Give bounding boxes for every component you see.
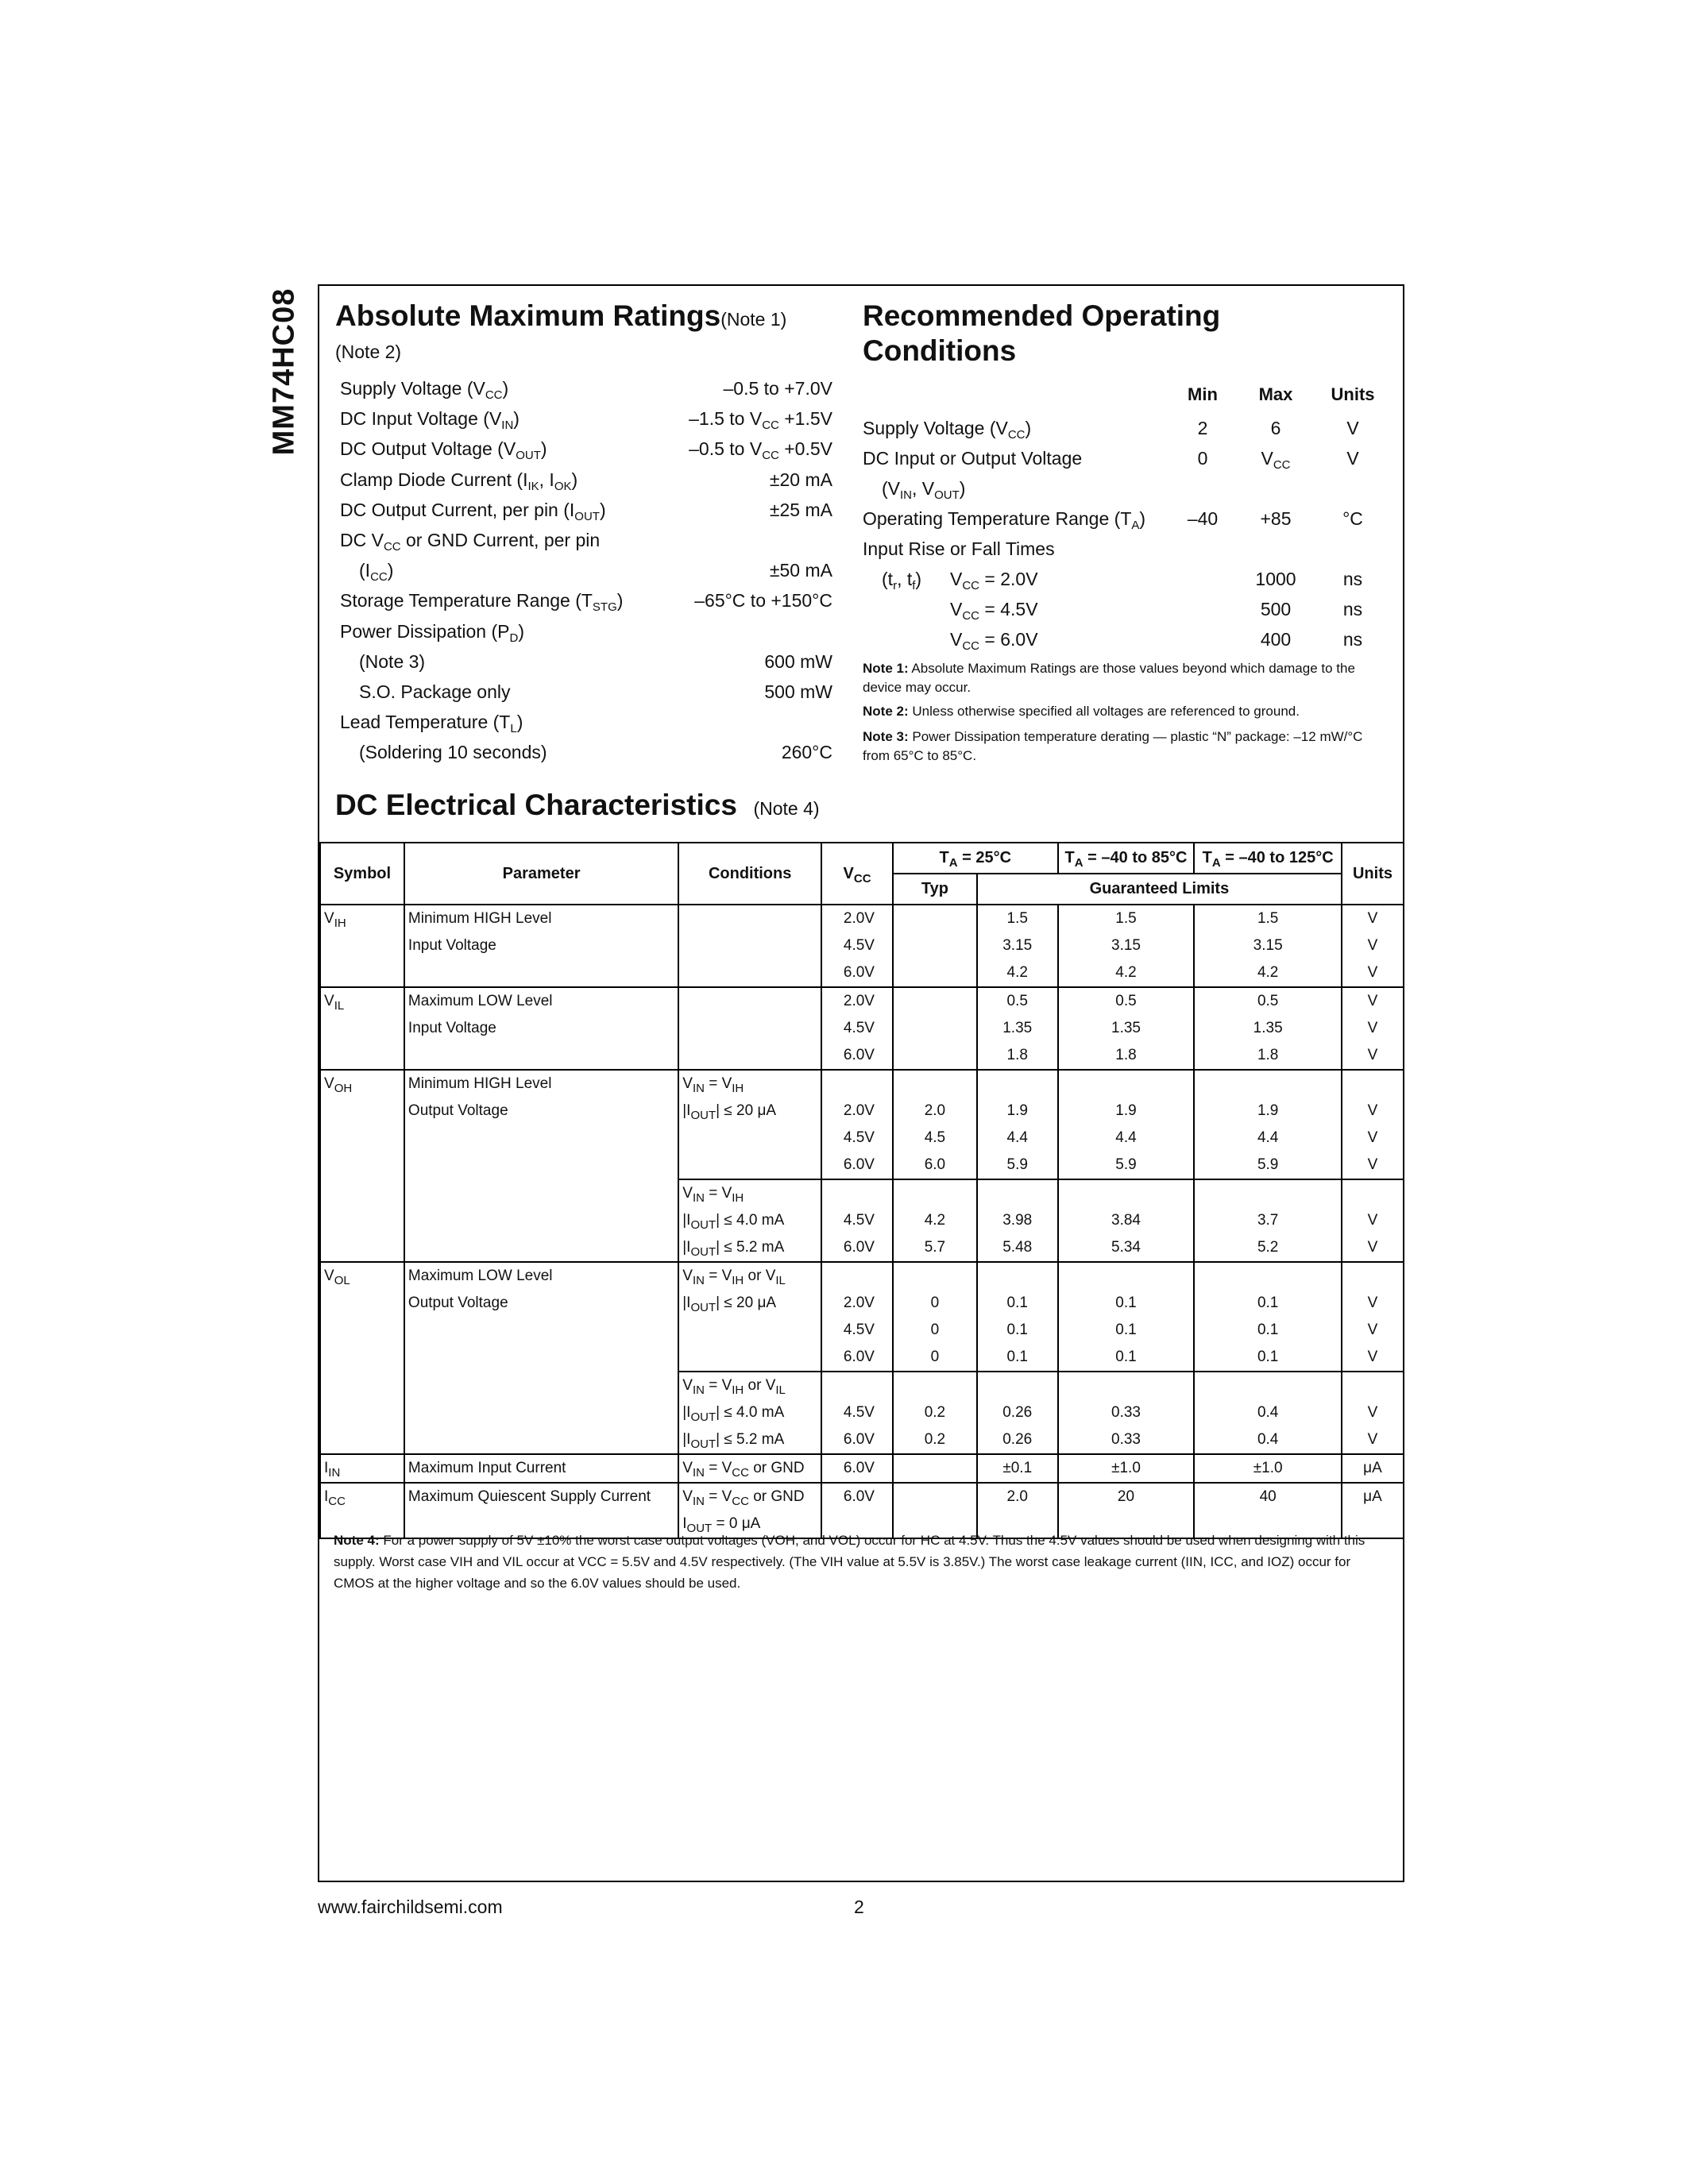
amr-row-label: Clamp Diode Current ($I_{IK}$, $I_{OK}$) xyxy=(340,469,578,493)
table-cell xyxy=(320,1015,404,1042)
table-row xyxy=(320,1262,1404,1290)
table-row xyxy=(320,905,1404,932)
table-cell: 2.0 xyxy=(977,1483,1058,1511)
roc-row-dcio-2: ($V_{IN}$, $V_{OUT}$) xyxy=(882,478,966,502)
table-cell xyxy=(320,1179,404,1207)
table-cell: V xyxy=(1342,1098,1404,1125)
table-cell: V xyxy=(1342,1152,1404,1179)
table-cell: 3.15 xyxy=(977,932,1058,959)
amr-row-label: $(I_{CC})$ xyxy=(359,560,394,585)
table-cell: $I_{IN}$ xyxy=(320,1454,404,1483)
table-cell xyxy=(893,1015,977,1042)
table-cell: 4.5V xyxy=(821,932,893,959)
table-cell xyxy=(404,1426,678,1454)
table-cell: $V_{OH}$ xyxy=(320,1070,404,1098)
dc-note-ref: (Note 4) xyxy=(753,798,820,819)
footer-url[interactable]: www.fairchildsemi.com xyxy=(318,1897,503,1917)
table-cell xyxy=(1058,1372,1195,1399)
part-number: MM74HC08 xyxy=(267,287,301,456)
table-cell: ±1.0 xyxy=(1058,1454,1195,1483)
table-cell xyxy=(1342,1372,1404,1399)
table-cell: 6.0V xyxy=(821,1234,893,1262)
table-cell: 4.5V xyxy=(821,1207,893,1234)
table-cell: 3.15 xyxy=(1058,932,1195,959)
amr-row-label: Supply Voltage $(V_{CC})$ xyxy=(340,378,509,402)
dc-table xyxy=(319,842,1404,1539)
table-cell: 4.5 xyxy=(893,1125,977,1152)
table-cell: $V_{IL}$ xyxy=(320,987,404,1015)
dc-title: DC Electrical Characteristics (Note 4) xyxy=(335,789,820,821)
table-cell: 0.1 xyxy=(1194,1290,1342,1317)
roc-col-min: Min xyxy=(1188,384,1218,404)
dc-h-ta25: $T_A = 25^\circ C$ xyxy=(893,843,1058,874)
table-cell: 2.0V xyxy=(821,987,893,1015)
table-cell: 0.1 xyxy=(1058,1344,1195,1372)
table-cell: Maximum Quiescent Supply Current xyxy=(404,1483,678,1511)
table-cell: $|I_{OUT}| \le 4.0$ mA xyxy=(678,1207,821,1234)
amr-row xyxy=(340,469,832,500)
table-cell xyxy=(678,1317,821,1344)
table-cell: 1.5 xyxy=(1194,905,1342,932)
table-cell: 4.4 xyxy=(1058,1125,1195,1152)
table-cell xyxy=(1194,1262,1342,1290)
table-cell xyxy=(1342,1070,1404,1098)
table-cell xyxy=(404,959,678,987)
table-cell: Maximum LOW Level xyxy=(404,1262,678,1290)
table-cell: 0.1 xyxy=(1058,1290,1195,1317)
amr-row-label: Lead Temperature $(T_L)$ xyxy=(340,712,523,736)
table-cell: 5.34 xyxy=(1058,1234,1195,1262)
table-cell: V xyxy=(1342,959,1404,987)
table-cell: $V_{IN} = V_{CC}$ or GND xyxy=(678,1454,821,1483)
amr-row-value: ±20 mA xyxy=(769,469,832,490)
table-cell: V xyxy=(1342,1125,1404,1152)
table-row xyxy=(320,1234,1404,1262)
roc-row-rise-2: $V_{CC} = 4.5V$ 500 ns xyxy=(950,599,1363,623)
table-cell: 0.1 xyxy=(1194,1344,1342,1372)
roc-row-supply: Supply Voltage $(V_{CC})$ 2 6 V xyxy=(863,418,1359,442)
table-row xyxy=(320,1426,1404,1454)
table-row xyxy=(320,987,1404,1015)
table-cell xyxy=(320,1399,404,1426)
amr-title: Absolute Maximum Ratings(Note 1) xyxy=(335,299,787,332)
table-cell: V xyxy=(1342,1015,1404,1042)
table-cell xyxy=(893,1042,977,1070)
table-row xyxy=(320,1317,1404,1344)
table-cell: ±1.0 xyxy=(1194,1454,1342,1483)
amr-row xyxy=(340,651,832,681)
table-cell xyxy=(893,1372,977,1399)
table-cell: Input Voltage xyxy=(404,932,678,959)
table-cell xyxy=(678,1344,821,1372)
table-cell: V xyxy=(1342,1344,1404,1372)
table-cell xyxy=(404,1125,678,1152)
table-cell xyxy=(320,1234,404,1262)
amr-row xyxy=(340,590,832,620)
table-cell xyxy=(821,1372,893,1399)
table-cell: 1.9 xyxy=(1194,1098,1342,1125)
table-cell xyxy=(320,1290,404,1317)
table-cell: 0.1 xyxy=(1058,1317,1195,1344)
table-cell: 5.9 xyxy=(1194,1152,1342,1179)
table-cell: 6.0V xyxy=(821,1042,893,1070)
table-cell: $V_{IH}$ xyxy=(320,905,404,932)
table-cell xyxy=(678,905,821,932)
table-row xyxy=(320,1042,1404,1070)
table-cell: 6.0V xyxy=(821,1426,893,1454)
amr-row xyxy=(340,530,832,560)
table-cell: 3.84 xyxy=(1058,1207,1195,1234)
table-row xyxy=(320,1015,1404,1042)
table-cell: 5.9 xyxy=(1058,1152,1195,1179)
roc-row-rise: Input Rise or Fall Times xyxy=(863,538,1055,559)
table-cell xyxy=(1058,1262,1195,1290)
table-cell: Input Voltage xyxy=(404,1015,678,1042)
table-cell: 0.33 xyxy=(1058,1399,1195,1426)
amr-row-label: (Note 3) xyxy=(359,650,426,672)
roc-col-max: Max xyxy=(1258,384,1293,404)
table-cell xyxy=(893,1179,977,1207)
amr-row-label: DC Output Voltage $(V_{OUT})$ xyxy=(340,438,547,463)
amr-row-value: 500 mW xyxy=(764,681,832,702)
table-cell: 3.98 xyxy=(977,1207,1058,1234)
table-cell: 4.2 xyxy=(977,959,1058,987)
table-cell: 6.0V xyxy=(821,1152,893,1179)
table-cell xyxy=(404,1234,678,1262)
table-cell: Minimum HIGH Level xyxy=(404,1070,678,1098)
amr-row xyxy=(340,681,832,712)
table-cell: 6.0V xyxy=(821,1483,893,1511)
table-cell xyxy=(404,1372,678,1399)
table-cell: μA xyxy=(1342,1483,1404,1511)
table-cell xyxy=(678,1152,821,1179)
table-cell xyxy=(404,1344,678,1372)
table-cell xyxy=(1058,1070,1195,1098)
table-cell xyxy=(678,932,821,959)
table-cell xyxy=(678,1042,821,1070)
table-cell xyxy=(404,1152,678,1179)
table-cell xyxy=(1194,1179,1342,1207)
table-cell: $V_{IN} = V_{IH}$ or $V_{IL}$ xyxy=(678,1372,821,1399)
amr-row-label: S.O. Package only xyxy=(359,681,511,702)
table-cell xyxy=(320,1317,404,1344)
table-cell: 20 xyxy=(1058,1483,1195,1511)
dc-h-ta125: $T_A = -40$ to 125°C xyxy=(1194,843,1342,874)
table-cell: V xyxy=(1342,1399,1404,1426)
amr-row xyxy=(340,378,832,408)
table-cell: 5.7 xyxy=(893,1234,977,1262)
roc-row-rise-3: $V_{CC} = 6.0V$ 400 ns xyxy=(950,629,1363,653)
table-cell: 1.5 xyxy=(977,905,1058,932)
roc-note3: Note 3: Power Dissipation temperature derating — plastic “N” package: –12 mW/°C from 65°C to 85°C. xyxy=(863,729,1363,763)
amr-row-label: DC Input Voltage $(V_{IN})$ xyxy=(340,408,520,433)
table-cell xyxy=(893,959,977,987)
table-cell: 6.0V xyxy=(821,959,893,987)
amr-row-label: Power Dissipation $(P_D)$ xyxy=(340,620,524,645)
table-cell xyxy=(1058,1179,1195,1207)
table-cell: 1.9 xyxy=(977,1098,1058,1125)
table-cell: 6.0 xyxy=(893,1152,977,1179)
table-cell xyxy=(1194,1070,1342,1098)
table-cell: ±0.1 xyxy=(977,1454,1058,1483)
amr-row-label: (Soldering 10 seconds) xyxy=(359,742,547,763)
table-cell: 4.2 xyxy=(1058,959,1195,987)
amr-row-value: ±50 mA xyxy=(769,560,832,581)
table-cell xyxy=(893,932,977,959)
table-cell: 1.8 xyxy=(1194,1042,1342,1070)
table-cell: 2.0V xyxy=(821,1290,893,1317)
table-cell: $|I_{OUT}| \le 5.2$ mA xyxy=(678,1426,821,1454)
table-cell xyxy=(404,1207,678,1234)
table-cell: 0 xyxy=(893,1290,977,1317)
table-row xyxy=(320,1152,1404,1179)
amr-row xyxy=(340,438,832,469)
table-cell: 1.8 xyxy=(977,1042,1058,1070)
table-cell: 4.4 xyxy=(1194,1125,1342,1152)
table-cell: Maximum LOW Level xyxy=(404,987,678,1015)
roc-row-rise-1: ($t_r$, $t_f$) $V_{CC} = 2.0V$ 1000 ns xyxy=(882,569,1363,592)
table-row xyxy=(320,959,1404,987)
table-cell: 40 xyxy=(1194,1483,1342,1511)
table-cell: 1.5 xyxy=(1058,905,1195,932)
table-cell: V xyxy=(1342,932,1404,959)
table-cell: $V_{IN} = V_{CC}$ or GND xyxy=(678,1483,821,1511)
table-cell: $V_{IN} = V_{IH}$ xyxy=(678,1070,821,1098)
table-cell xyxy=(893,905,977,932)
table-row xyxy=(320,1290,1404,1317)
table-row xyxy=(320,932,1404,959)
table-cell: $I_{CC}$ xyxy=(320,1483,404,1511)
dc-h-units: Units xyxy=(1342,843,1404,905)
table-cell xyxy=(678,959,821,987)
table-cell xyxy=(320,1426,404,1454)
table-cell: 0 xyxy=(893,1344,977,1372)
table-cell: 1.35 xyxy=(1058,1015,1195,1042)
table-cell: 6.0V xyxy=(821,1454,893,1483)
dc-h-vcc: $V_{CC}$ xyxy=(821,843,893,905)
table-cell xyxy=(678,1015,821,1042)
table-cell: $|I_{OUT}| \le 20$ μA xyxy=(678,1290,821,1317)
table-cell xyxy=(977,1179,1058,1207)
amr-row-label: DC $V_{CC}$ or GND Current, per pin xyxy=(340,530,601,554)
table-cell xyxy=(320,1207,404,1234)
table-cell xyxy=(320,1125,404,1152)
table-cell: Output Voltage xyxy=(404,1290,678,1317)
table-cell: 4.5V xyxy=(821,1125,893,1152)
table-row xyxy=(320,1098,1404,1125)
amr-row-label: DC Output Current, per pin $(I_{OUT})$ xyxy=(340,499,606,523)
amr-row-value: –0.5 to +7.0V xyxy=(723,378,832,399)
amr-row-value: ±25 mA xyxy=(769,499,832,520)
table-cell xyxy=(320,1152,404,1179)
table-cell: 4.2 xyxy=(893,1207,977,1234)
table-cell xyxy=(821,1070,893,1098)
table-cell: 4.4 xyxy=(977,1125,1058,1152)
table-cell: 0.33 xyxy=(1058,1426,1195,1454)
dc-h-ta85: $T_A = -40$ to 85°C xyxy=(1058,843,1195,874)
table-cell: Maximum Input Current xyxy=(404,1454,678,1483)
table-cell: 6.0V xyxy=(821,1344,893,1372)
table-cell xyxy=(404,1399,678,1426)
table-cell: 5.48 xyxy=(977,1234,1058,1262)
table-cell: 3.7 xyxy=(1194,1207,1342,1234)
table-cell: 0.4 xyxy=(1194,1426,1342,1454)
table-cell: V xyxy=(1342,1317,1404,1344)
content-frame xyxy=(318,284,1404,1882)
table-cell xyxy=(977,1262,1058,1290)
table-cell: 0.2 xyxy=(893,1399,977,1426)
dc-table-body xyxy=(320,905,1404,1538)
table-cell: $V_{IN} = V_{IH}$ xyxy=(678,1179,821,1207)
amr-row-value: –0.5 to $V_{CC} +0.5V$ xyxy=(689,438,832,463)
table-cell: 1.35 xyxy=(1194,1015,1342,1042)
amr-row xyxy=(340,560,832,590)
table-cell: 0.5 xyxy=(1194,987,1342,1015)
table-cell xyxy=(893,1070,977,1098)
table-cell: 0 xyxy=(893,1317,977,1344)
table-cell xyxy=(1194,1372,1342,1399)
table-cell: 4.5V xyxy=(821,1399,893,1426)
table-cell: V xyxy=(1342,1234,1404,1262)
table-cell: 2.0V xyxy=(821,905,893,932)
table-cell: 2.0 xyxy=(893,1098,977,1125)
table-row xyxy=(320,1207,1404,1234)
table-cell: 2.0V xyxy=(821,1098,893,1125)
dc-h-symbol: Symbol xyxy=(320,843,404,905)
table-cell xyxy=(404,1042,678,1070)
table-cell xyxy=(678,1125,821,1152)
table-cell xyxy=(320,959,404,987)
table-cell: 0.1 xyxy=(977,1290,1058,1317)
footer-page-number: 2 xyxy=(854,1897,864,1917)
table-cell xyxy=(893,1262,977,1290)
table-cell: 5.2 xyxy=(1194,1234,1342,1262)
amr-row-value: 260°C xyxy=(781,742,832,763)
table-cell: 0.26 xyxy=(977,1399,1058,1426)
table-cell xyxy=(678,987,821,1015)
table-cell xyxy=(821,1179,893,1207)
amr-row xyxy=(340,408,832,438)
table-cell: 0.2 xyxy=(893,1426,977,1454)
table-cell: V xyxy=(1342,1426,1404,1454)
table-row xyxy=(320,1125,1404,1152)
table-cell: 0.26 xyxy=(977,1426,1058,1454)
table-row xyxy=(320,1344,1404,1372)
amr-row xyxy=(340,712,832,742)
table-cell xyxy=(821,1262,893,1290)
amr-row-label: Storage Temperature Range $(T_{STG})$ xyxy=(340,590,624,615)
table-cell xyxy=(320,1098,404,1125)
roc-header xyxy=(863,384,1387,415)
table-cell: Minimum HIGH Level xyxy=(404,905,678,932)
table-cell: 0.1 xyxy=(977,1344,1058,1372)
table-cell: 1.8 xyxy=(1058,1042,1195,1070)
table-cell: V xyxy=(1342,905,1404,932)
table-cell: 0.1 xyxy=(977,1317,1058,1344)
amr-row-value: 600 mW xyxy=(764,650,832,672)
table-cell: 1.9 xyxy=(1058,1098,1195,1125)
table-cell: V xyxy=(1342,1290,1404,1317)
roc-row-temp: Operating Temperature Range $(T_A)$ –40 +85 °C xyxy=(863,508,1363,532)
table-cell xyxy=(404,1179,678,1207)
roc-note1: Note 1: Absolute Maximum Ratings are those values beyond which damage to the device may occur. xyxy=(863,661,1355,695)
table-row xyxy=(320,1070,1404,1098)
table-cell: $|I_{OUT}| \le 20$ μA xyxy=(678,1098,821,1125)
table-cell: μA xyxy=(1342,1454,1404,1483)
table-cell: 0.4 xyxy=(1194,1399,1342,1426)
table-cell: 0.5 xyxy=(1058,987,1195,1015)
amr-note-ref: (Note 1) xyxy=(720,309,787,330)
table-cell xyxy=(320,932,404,959)
table-cell xyxy=(404,1317,678,1344)
table-cell: V xyxy=(1342,987,1404,1015)
table-cell: $I_{OUT} = 0$ μA xyxy=(678,1511,821,1538)
dc-h-conditions: Conditions xyxy=(678,843,821,905)
amr-row xyxy=(340,742,832,772)
table-row xyxy=(320,1483,1404,1511)
dc-h-guaranteed: Guaranteed Limits xyxy=(977,874,1342,905)
table-cell: $|I_{OUT}| \le 5.2$ mA xyxy=(678,1234,821,1262)
table-cell xyxy=(320,1344,404,1372)
roc-col-units: Units xyxy=(1331,384,1375,404)
table-cell: V xyxy=(1342,1207,1404,1234)
table-cell: 5.9 xyxy=(977,1152,1058,1179)
roc-row-dcio: DC Input or Output Voltage 0 $V_{CC}$ V xyxy=(863,448,1359,472)
table-cell: 0.1 xyxy=(1194,1317,1342,1344)
table-cell xyxy=(977,1372,1058,1399)
table-cell xyxy=(1342,1179,1404,1207)
dc-h-typ: Typ xyxy=(893,874,977,905)
amr-row-value: –1.5 to $V_{CC} +1.5V$ xyxy=(689,408,832,433)
roc-note2: Note 2: Unless otherwise specified all voltages are referenced to ground. xyxy=(863,704,1300,719)
amr-row xyxy=(340,500,832,530)
table-cell xyxy=(320,1372,404,1399)
table-cell: $|I_{OUT}| \le 4.0$ mA xyxy=(678,1399,821,1426)
table-cell xyxy=(893,987,977,1015)
table-cell: V xyxy=(1342,1042,1404,1070)
table-cell: $V_{IN} = V_{IH}$ or $V_{IL}$ xyxy=(678,1262,821,1290)
table-cell: 3.15 xyxy=(1194,932,1342,959)
dc-h-parameter: Parameter xyxy=(404,843,678,905)
table-cell: 0.5 xyxy=(977,987,1058,1015)
table-row xyxy=(320,1372,1404,1399)
dc-footnote: Note 4: For a power supply of 5V ±10% the worst case output voltages (VOH, and VOL) occur for HC at 4.5V. Thus the 4.5V values should be used when designing with this supply. Worst case VIH and VIL occur at VCC = 5.5V and 4.5V respectively. (The VIH value at 5.5V is 3.85V.) The worst case leakage current (IIN, ICC, and IOZ) occur for CMOS at the higher voltage and so the 6.0V values should be used. xyxy=(334,1533,1365,1591)
table-row xyxy=(320,1399,1404,1426)
table-cell: Output Voltage xyxy=(404,1098,678,1125)
table-cell: 4.5V xyxy=(821,1317,893,1344)
table-cell: 4.2 xyxy=(1194,959,1342,987)
table-cell xyxy=(977,1070,1058,1098)
table-cell xyxy=(320,1042,404,1070)
table-row xyxy=(320,1454,1404,1483)
table-cell: $V_{OL}$ xyxy=(320,1262,404,1290)
table-cell xyxy=(893,1454,977,1483)
table-cell: 4.5V xyxy=(821,1015,893,1042)
roc-title: Recommended Operating Conditions xyxy=(863,299,1221,367)
table-cell xyxy=(1342,1262,1404,1290)
side-title xyxy=(267,287,301,456)
table-row xyxy=(320,1179,1404,1207)
table-cell xyxy=(893,1483,977,1511)
amr-note2: (Note 2) xyxy=(335,341,402,362)
amr-row-value: –65°C to +150°C xyxy=(694,590,832,612)
table-cell: 1.35 xyxy=(977,1015,1058,1042)
amr-row xyxy=(340,621,832,651)
